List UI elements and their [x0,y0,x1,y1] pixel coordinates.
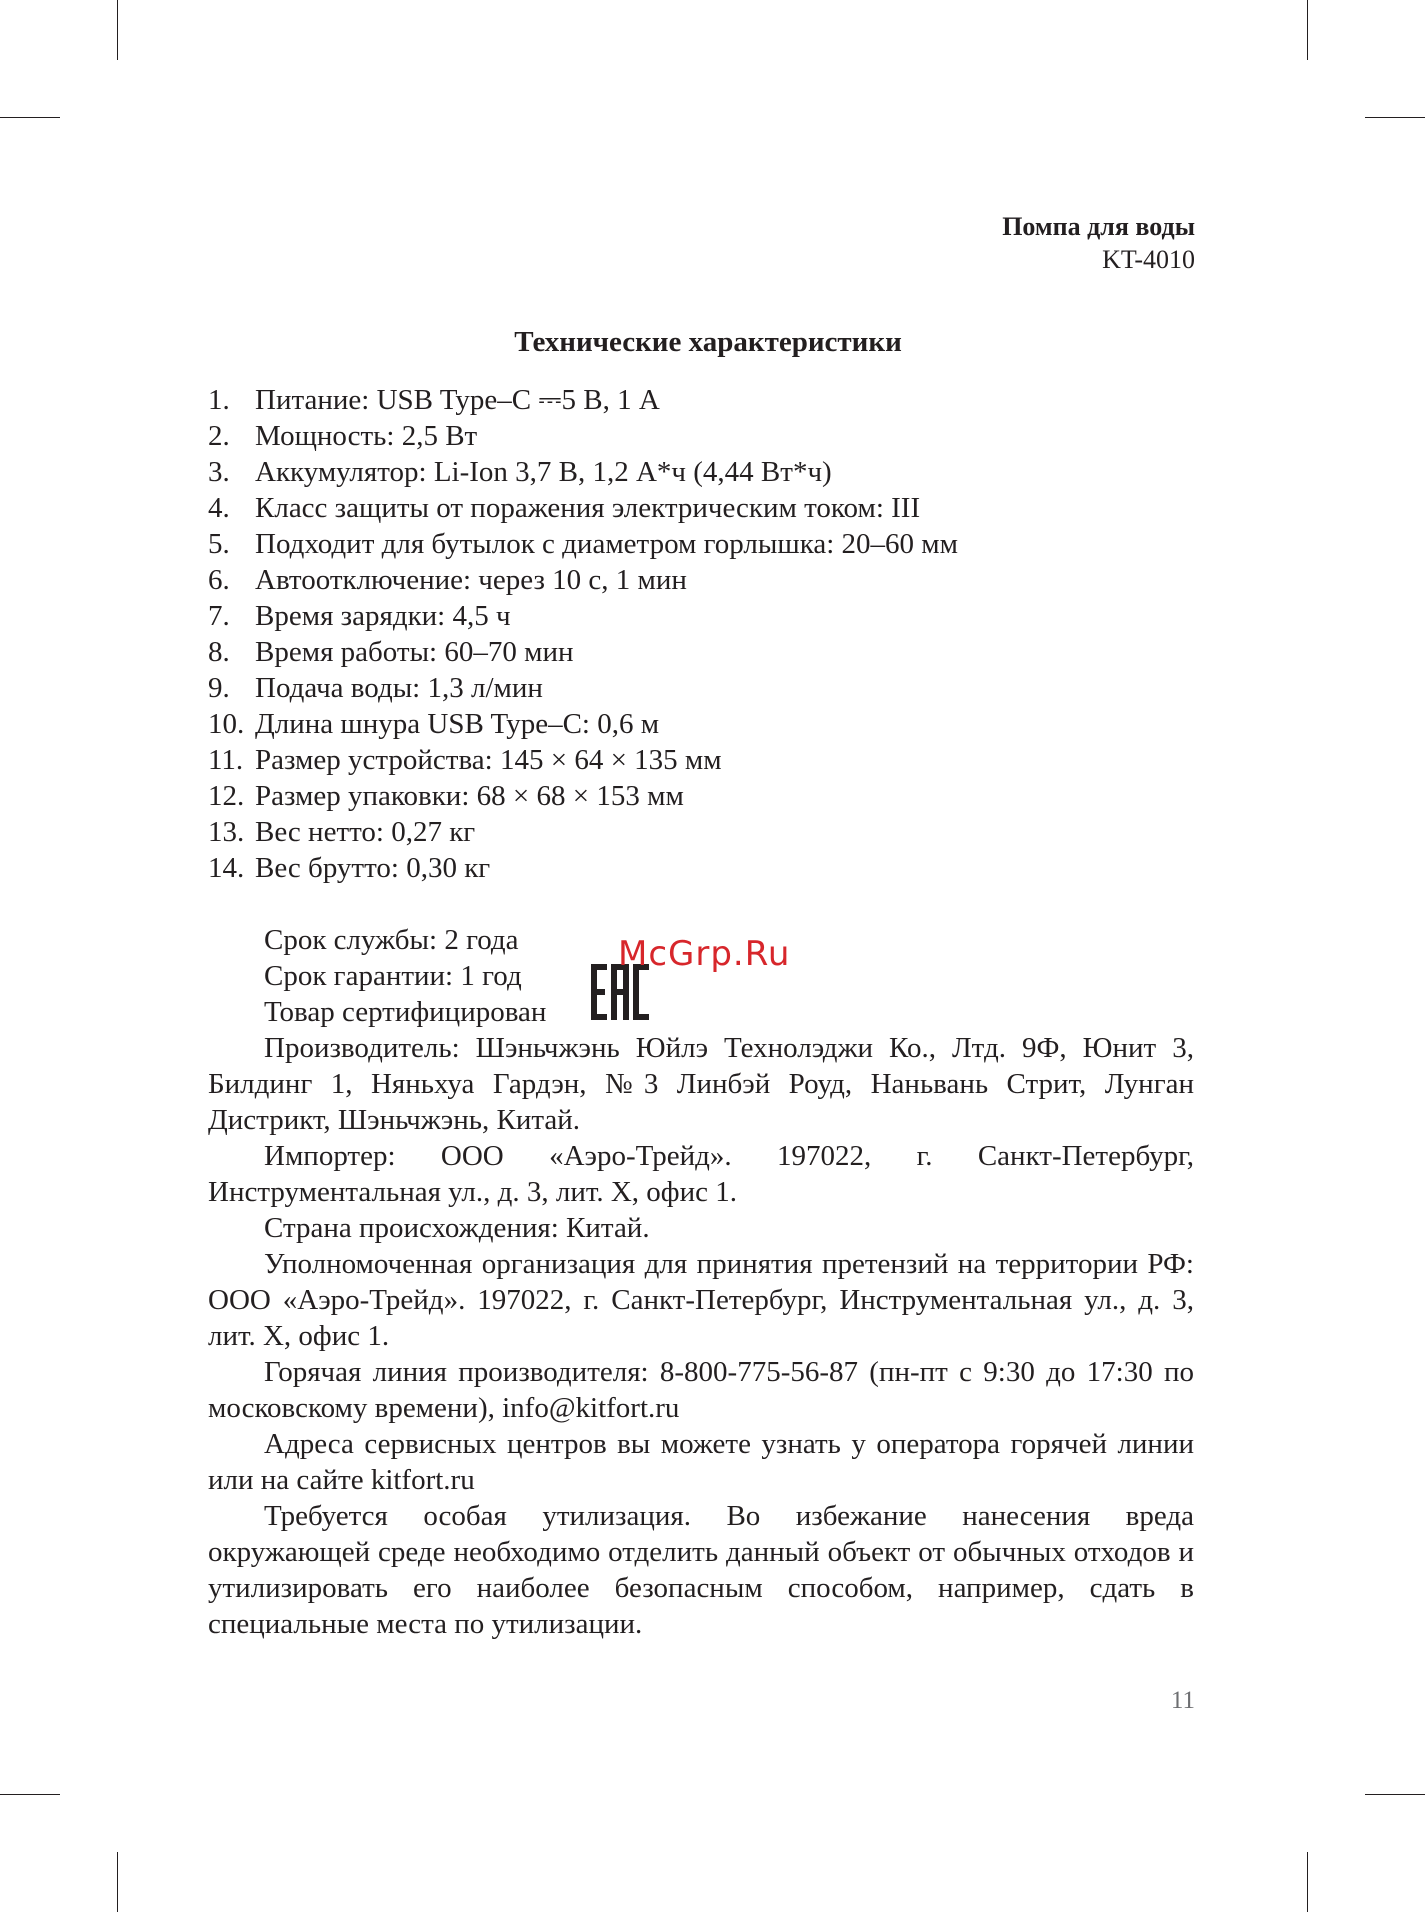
spec-number: 5. [208,528,230,560]
crop-mark-bottom-left-h [0,1794,60,1795]
spec-text: Размер упаковки: 68 × 68 × 153 мм [255,780,684,812]
document-header [1002,210,1195,276]
claims-organization: Уполномоченная организация для принятия претензий на территории РФ: ООО «Аэро-Трейд». 197022, г. Санкт-Петербург, Инструментальная ул., д. 3, лит. Х, офис 1. [208,1248,1194,1352]
spec-number: 7. [208,600,230,632]
spec-text: Автоотключение: через 10 с, 1 мин [255,564,687,596]
spec-number: 14. [208,852,245,884]
spec-number: 3. [208,456,230,488]
manufacturer-info: Производитель: Шэньчжэнь Юйлэ Технолэджи Ко., Лтд. 9Ф, Юнит 3, Билдинг 1, Няньхуа Гардэн, №3 Линбэй Роуд, Наньвань Стрит, Лунган Дистрикт, Шэньчжэнь, Китай. [208,1032,1194,1136]
spec-text: Время зарядки: 4,5 ч [255,600,511,632]
crop-mark-top-left-h [0,117,60,118]
crop-mark-top-right-h [1365,117,1425,118]
spec-text: Вес брутто: 0,30 кг [255,852,491,884]
spec-text: Мощность: 2,5 Вт [255,420,478,452]
product-model: KT-4010 [1102,245,1195,274]
spec-item [208,490,1198,526]
spec-number: 8. [208,636,230,668]
spec-item [208,634,1198,670]
page-number: 11 [1170,1687,1195,1714]
spec-text: Размер устройства: 145 × 64 × 135 мм [255,744,722,776]
spec-item [208,814,1198,850]
disposal-info: Требуется особая утилизация. Во избежание нанесения вреда окружающей среде необходимо отделить данный объект от обычных отходов и утилизировать его наиболее безопасным способом, например, сдать в специальные места по утилизации. [208,1500,1194,1640]
spec-text: Питание: USB Type–C ⎓5 В, 1 А [255,384,660,416]
spec-number: 11. [208,744,244,776]
spec-number: 10. [208,708,245,740]
importer-info: Импортер: ООО «Аэро-Трейд». 197022, г. Санкт-Петербург, Инструментальная ул., д. 3, лит. Х, офис 1. [208,1140,1194,1208]
spec-item [208,706,1198,742]
spec-item [208,742,1198,778]
specs-title: Технические характеристики [514,326,902,358]
spec-text: Класс защиты от поражения электрическим током: III [255,492,921,524]
spec-text: Длина шнура USB Type–C: 0,6 м [255,708,660,740]
spec-item [208,382,1198,418]
spec-item [208,778,1198,814]
spec-number: 9. [208,672,230,704]
spec-text: Подходит для бутылок с диаметром горлышка: 20–60 мм [255,528,958,560]
crop-mark-bottom-right-h [1365,1794,1425,1795]
spec-item [208,526,1198,562]
watermark-text: McGrp.Ru [618,934,791,974]
spec-text: Аккумулятор: Li-Ion 3,7 В, 1,2 А*ч (4,44 Вт*ч) [255,456,832,488]
spec-number: 4. [208,492,230,524]
spec-item [208,418,1198,454]
spec-item [208,670,1198,706]
crop-mark-bottom-right [1307,1852,1308,1912]
spec-item [208,562,1198,598]
spec-item [208,850,1198,886]
crop-mark-top-left [117,0,118,60]
spec-number: 13. [208,816,245,848]
crop-mark-bottom-left [117,1852,118,1912]
hotline-info: Горячая линия производителя: 8-800-775-56-87 (пн-пт с 9:30 до 17:30 по московскому времени), info@kitfort.ru [208,1356,1194,1424]
warranty-period: Срок гарантии: 1 год [264,960,522,992]
service-life: Срок службы: 2 года [264,924,519,956]
spec-item [208,598,1198,634]
spec-number: 6. [208,564,230,596]
spec-text: Время работы: 60–70 мин [255,636,574,668]
product-name: Помпа для воды [1002,212,1195,241]
specs-list [208,382,1198,886]
info-block [208,922,1194,1642]
spec-number: 2. [208,420,230,452]
spec-item [208,454,1198,490]
spec-number: 1. [208,384,230,416]
service-centers-info: Адреса сервисных центров вы можете узнать у оператора горячей линии или на сайте kitfort.ru [208,1428,1194,1496]
certification-note: Товар сертифицирован [264,996,547,1028]
spec-text: Вес нетто: 0,27 кг [255,816,476,848]
spec-number: 12. [208,780,245,812]
crop-mark-top-right [1307,0,1308,60]
country-of-origin: Страна происхождения: Китай. [264,1212,650,1244]
spec-text: Подача воды: 1,3 л/мин [255,672,543,704]
